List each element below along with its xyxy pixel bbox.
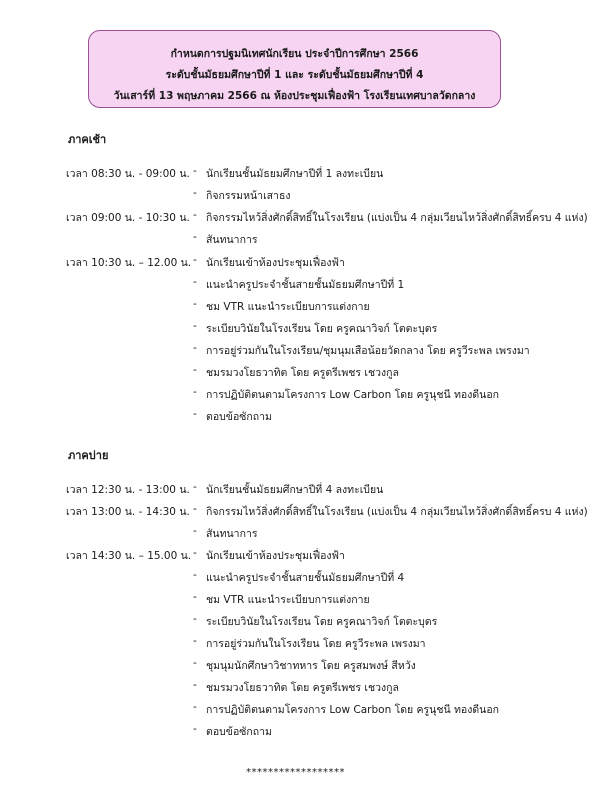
- footer-asterisks: ******************: [246, 767, 345, 778]
- schedule-bullet: -: [193, 364, 197, 376]
- schedule-row: [0, 231, 591, 253]
- schedule-bullet: -: [193, 165, 197, 177]
- schedule-row: [0, 320, 591, 342]
- schedule-row: [0, 723, 591, 745]
- schedule-activity: การอยู่ร่วมกันในโรงเรียน/ชุมนุมเสือน้อยวัดกลาง โดย ครูวีระพล เพรงมา: [206, 345, 530, 357]
- schedule-activity: การปฏิบัติตนตามโครงการ Low Carbon โดย ครูนุชนี ทองดีนอก: [206, 704, 500, 716]
- schedule-title-box: [88, 30, 501, 108]
- schedule-row: [0, 187, 591, 209]
- schedule-activity: สันทนาการ: [206, 528, 258, 540]
- schedule-time: เวลา 09:00 น. - 10:30 น.: [66, 212, 190, 224]
- schedule-activity: ชุมนุมนักศึกษาวิชาทหาร โดย ครูสมพงษ์ สีหวัง: [206, 660, 416, 672]
- schedule-row: [0, 679, 591, 701]
- schedule-bullet: -: [193, 231, 197, 243]
- schedule-row: [0, 364, 591, 386]
- schedule-bullet: -: [193, 723, 197, 735]
- afternoon-heading: ภาคบ่าย: [68, 449, 109, 462]
- schedule-time: เวลา 12:30 น. - 13:00 น.: [66, 484, 190, 496]
- schedule-activity: สันทนาการ: [206, 234, 258, 246]
- schedule-time: เวลา 14:30 น. – 15.00 น.: [66, 550, 192, 562]
- schedule-activity: การปฏิบัติตนตามโครงการ Low Carbon โดย ครูนุชนี ทองดีนอก: [206, 389, 500, 401]
- schedule-bullet: -: [193, 408, 197, 420]
- schedule-bullet: -: [193, 298, 197, 310]
- schedule-row: [0, 165, 591, 187]
- schedule-row: [0, 613, 591, 635]
- schedule-bullet: -: [193, 254, 197, 266]
- schedule-activity: ระเบียบวินัยในโรงเรียน โดย ครูคณาวิจก์ โตตะบุตร: [206, 616, 438, 628]
- schedule-row: [0, 481, 591, 503]
- schedule-row: [0, 254, 591, 276]
- title-line-1: กำหนดการปฐมนิเทศนักเรียน ประจำปีการศึกษา 2566: [170, 48, 419, 60]
- schedule-activity: กิจกรรมหน้าเสาธง: [206, 190, 291, 202]
- schedule-bullet: -: [193, 342, 197, 354]
- schedule-bullet: -: [193, 591, 197, 603]
- schedule-bullet: -: [193, 679, 197, 691]
- schedule-bullet: -: [193, 635, 197, 647]
- schedule-bullet: -: [193, 525, 197, 537]
- schedule-activity: นักเรียนชั้นมัธยมศึกษาปีที่ 4 ลงทะเบียน: [206, 484, 384, 496]
- schedule-bullet: -: [193, 386, 197, 398]
- schedule-bullet: -: [193, 547, 197, 559]
- schedule-row: [0, 701, 591, 723]
- schedule-activity: ตอบข้อซักถาม: [206, 726, 272, 738]
- schedule-row: [0, 525, 591, 547]
- schedule-activity: กิจกรรมไหว้สิ่งศักดิ์สิทธิ์ในโรงเรียน (แบ่งเป็น 4 กลุ่มเวียนไหว้สิ่งศักดิ์สิทธิ์ครบ 4 แห่ง): [206, 506, 588, 518]
- schedule-time: เวลา 08:30 น. - 09:00 น.: [66, 168, 190, 180]
- title-line-2: ระดับชั้นมัธยมศึกษาปีที่ 1 และ ระดับชั้นมัธยมศึกษาปีที่ 4: [165, 69, 424, 81]
- schedule-activity: ชมรมวงโยธวาทิต โดย ครูตรีเพชร เชวงกูล: [206, 682, 399, 694]
- schedule-row: [0, 657, 591, 679]
- schedule-bullet: -: [193, 481, 197, 493]
- schedule-activity: นักเรียนชั้นมัธยมศึกษาปีที่ 1 ลงทะเบียน: [206, 168, 384, 180]
- schedule-activity: ชม VTR แนะนำระเบียบการแต่งกาย: [206, 301, 370, 313]
- schedule-row: [0, 591, 591, 613]
- schedule-bullet: -: [193, 613, 197, 625]
- morning-heading: ภาคเช้า: [68, 133, 107, 146]
- schedule-row: [0, 386, 591, 408]
- schedule-time: เวลา 13:00 น. - 14:30 น.: [66, 506, 190, 518]
- schedule-activity: ตอบข้อซักถาม: [206, 411, 272, 423]
- schedule-activity: ชมรมวงโยธวาทิต โดย ครูตรีเพชร เชวงกูล: [206, 367, 399, 379]
- schedule-row: [0, 569, 591, 591]
- schedule-row: [0, 276, 591, 298]
- schedule-row: [0, 342, 591, 364]
- schedule-bullet: -: [193, 701, 197, 713]
- schedule-row: [0, 503, 591, 525]
- schedule-activity: นักเรียนเข้าห้องประชุมเฟื่องฟ้า: [206, 550, 345, 562]
- schedule-activity: แนะนำครูประจำชั้นสายชั้นมัธยมศึกษาปีที่ 4: [206, 572, 405, 584]
- schedule-activity: แนะนำครูประจำชั้นสายชั้นมัธยมศึกษาปีที่ 1: [206, 279, 405, 291]
- schedule-bullet: -: [193, 569, 197, 581]
- schedule-bullet: -: [193, 657, 197, 669]
- schedule-row: [0, 209, 591, 231]
- schedule-bullet: -: [193, 276, 197, 288]
- schedule-bullet: -: [193, 503, 197, 515]
- schedule-activity: กิจกรรมไหว้สิ่งศักดิ์สิทธิ์ในโรงเรียน (แบ่งเป็น 4 กลุ่มเวียนไหว้สิ่งศักดิ์สิทธิ์ครบ 4 แห่ง): [206, 212, 588, 224]
- schedule-row: [0, 408, 591, 430]
- schedule-bullet: -: [193, 320, 197, 332]
- schedule-activity: ชม VTR แนะนำระเบียบการแต่งกาย: [206, 594, 370, 606]
- title-line-3: วันเสาร์ที่ 13 พฤษภาคม 2566 ณ ห้องประชุมเฟื่องฟ้า โรงเรียนเทศบาลวัดกลาง: [113, 90, 476, 102]
- schedule-row: [0, 298, 591, 320]
- schedule-activity: นักเรียนเข้าห้องประชุมเฟื่องฟ้า: [206, 257, 345, 269]
- schedule-bullet: -: [193, 209, 197, 221]
- schedule-activity: ระเบียบวินัยในโรงเรียน โดย ครูคณาวิจก์ โตตะบุตร: [206, 323, 438, 335]
- schedule-time: เวลา 10:30 น. – 12.00 น.: [66, 257, 192, 269]
- schedule-row: [0, 547, 591, 569]
- schedule-activity: การอยู่ร่วมกันในโรงเรียน โดย ครูวีระพล เพรงมา: [206, 638, 426, 650]
- schedule-bullet: -: [193, 187, 197, 199]
- schedule-row: [0, 635, 591, 657]
